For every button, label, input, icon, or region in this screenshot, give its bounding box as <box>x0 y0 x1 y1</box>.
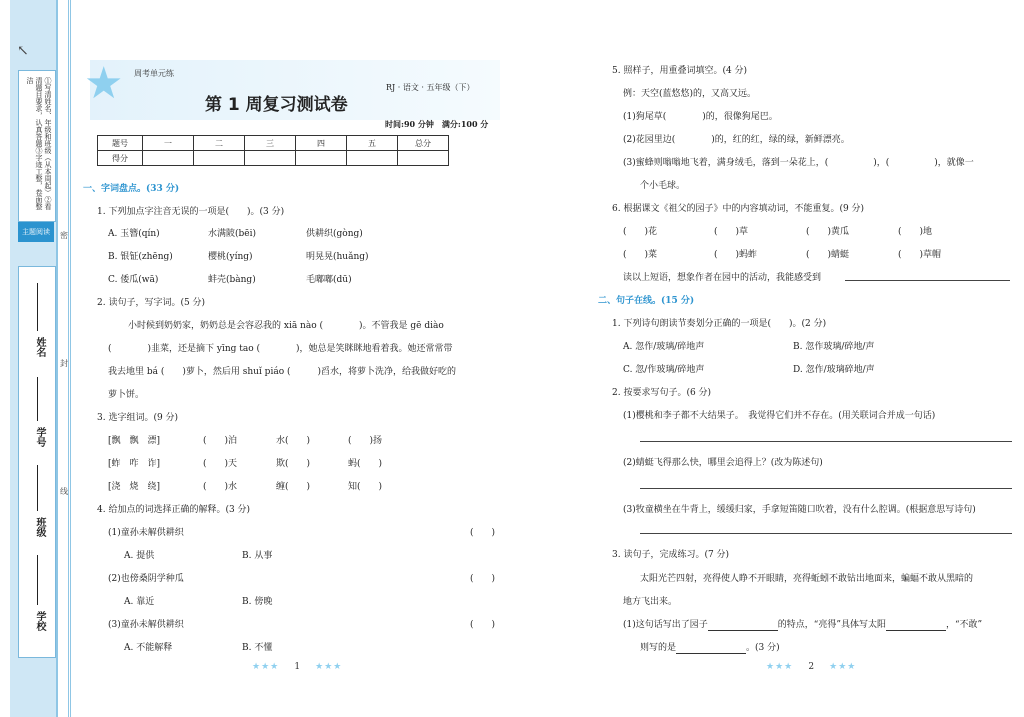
char-group: [飘 飘 漂] <box>108 436 161 446</box>
sub-question: (2)花园里边( )的，红的红，绿的绿，新鲜漂亮。 <box>623 135 850 145</box>
class-label: 班级 <box>34 517 45 537</box>
table-cell: 三 <box>245 136 296 151</box>
option-text[interactable]: B. 傍晚 <box>242 597 273 607</box>
binding-cut-line <box>70 0 71 717</box>
answer-line[interactable] <box>640 533 1012 534</box>
page-number: 1 <box>294 662 301 672</box>
option-text: 水满陂(bēi) <box>208 229 256 239</box>
char-group: [浇 烧 绕] <box>108 482 161 492</box>
series-label: 周考单元练 <box>134 69 174 78</box>
fill-blank[interactable]: ( )水 <box>203 482 238 492</box>
student-info-box <box>18 266 56 658</box>
option-text: 蚌壳(bàng) <box>208 275 256 285</box>
score-cell[interactable] <box>296 151 347 166</box>
score-table <box>97 135 449 166</box>
passage-line: 小时候到奶奶家，奶奶总是会容忍我的 xiā nào ( )。不管我是 gē diào <box>128 321 444 331</box>
fill-blank[interactable]: ( )花 <box>623 227 658 237</box>
page-number: 2 <box>808 662 815 672</box>
option-text[interactable]: A. 忽作/玻璃/碎地声 <box>623 342 705 352</box>
passage-line: 太阳光芒四射，亮得使人睁不开眼睛，亮得蚯蚓不敢钻出地面来，蝙蝠不敢从黑暗的 <box>640 574 974 584</box>
table-cell: 题号 <box>98 136 143 151</box>
sub-question: (2)蜻蜓飞得那么快，哪里会追得上？(改为陈述句) <box>623 458 823 468</box>
option-text[interactable]: A. 玉簪(qín) <box>108 229 160 239</box>
school-label: 学校 <box>34 611 45 631</box>
star-icon: ★ <box>84 58 124 109</box>
sub-question-cont: 个小毛球。 <box>640 181 686 191</box>
fill-blank[interactable]: 缠( ) <box>276 482 311 492</box>
page-stars-right: ★★★ <box>315 662 343 672</box>
name-label: 姓名 <box>34 337 45 357</box>
fill-blank[interactable]: ( )菜 <box>623 250 658 260</box>
option-text: 供耕织(gòng) <box>306 229 363 239</box>
cut-mark-line: 线 <box>60 487 68 496</box>
score-table-row <box>98 151 449 166</box>
sub-question <box>623 617 982 631</box>
theme-badge: 主题阅读 <box>18 222 54 242</box>
table-cell: 总分 <box>398 136 449 151</box>
passage-line: ( )韭菜，还是摘下 yīng tao ( )，她总是笑眯眯地看着我。她还常常带 <box>108 344 453 354</box>
table-cell: 四 <box>296 136 347 151</box>
sub-question: (2)也傍桑阴学种瓜 <box>108 574 184 584</box>
example-text: 例：天空(蓝悠悠)的，又高又远。 <box>623 89 757 99</box>
table-cell: 二 <box>194 136 245 151</box>
answer-line[interactable] <box>845 280 1010 281</box>
answer-line[interactable] <box>640 488 1012 489</box>
fill-blank[interactable]: 蚂( ) <box>348 459 383 469</box>
student-id-field[interactable] <box>37 377 38 421</box>
question-text: 3. 选字组词。(9 分) <box>97 413 179 423</box>
table-cell: 得分 <box>98 151 143 166</box>
score-cell[interactable] <box>194 151 245 166</box>
option-text[interactable]: B. 不懂 <box>242 643 273 653</box>
table-cell: 五 <box>347 136 398 151</box>
option-text[interactable]: A. 靠近 <box>124 597 155 607</box>
school-field[interactable] <box>37 555 38 605</box>
passage-line: 我去地里 bá ( )萝卜，然后用 shuǐ piáo ( )舀水，将萝卜洗净，给我做好吃的 <box>108 367 456 377</box>
page-title: 第 1 周复习测试卷 <box>205 95 348 115</box>
fill-blank[interactable]: 知( ) <box>348 482 383 492</box>
student-id-label: 学号 <box>34 427 45 447</box>
page-stars-left: ★★★ <box>766 662 794 672</box>
sub-question <box>640 640 780 654</box>
section-heading: 一、字词盘点。(33 分) <box>83 184 180 194</box>
sub-question: (3)牧童横坐在牛背上，缓缓归家，手拿短笛随口吹着，没有什么腔调。(根据意思写诗句) <box>623 505 976 515</box>
passage-line: 地方飞出来。 <box>623 597 678 607</box>
fill-blank[interactable]: ( )草 <box>714 227 749 237</box>
mouse-cursor-icon: ↖ <box>17 43 29 59</box>
class-field[interactable] <box>37 465 38 511</box>
passage-line: 萝卜饼。 <box>108 390 145 400</box>
section-heading: 二、句子在线。(15 分) <box>598 296 695 306</box>
fill-blank[interactable]: ( )天 <box>203 459 238 469</box>
question-text: 读以上短语，想象作者在园中的活动，我能感受到 <box>623 273 822 283</box>
answer-line[interactable] <box>640 441 1012 442</box>
sub-question: (1)狗尾草( )的，很像狗尾巴。 <box>623 112 778 122</box>
option-text[interactable]: B. 银钲(zhēng) <box>108 252 173 262</box>
question-text: 6. 根据课文《祖父的园子》中的内容填动词，不能重复。(9 分) <box>612 204 865 214</box>
char-group: [蚱 咋 诈] <box>108 459 161 469</box>
option-text[interactable]: A. 不能解释 <box>124 643 173 653</box>
sub-question: (3)童孙未解供耕织 <box>108 620 184 630</box>
table-cell: 一 <box>143 136 194 151</box>
question-text: 3. 读句子，完成练习。(7 分) <box>612 550 730 560</box>
fill-blank[interactable]: 欺( ) <box>276 459 311 469</box>
sub-question-part: ，“不敢” <box>945 620 983 630</box>
option-text: 樱桃(yíng) <box>208 252 253 262</box>
score-table-header <box>98 136 449 151</box>
answer-paren[interactable]: ( ) <box>470 574 496 584</box>
sub-question: (1)樱桃和李子都不大结果子。 我觉得它们并不存在。(用关联词合并成一句话) <box>623 411 936 421</box>
option-text: 毛嘟嘟(dū) <box>306 275 352 285</box>
fill-blank[interactable]: ( )蚂蚱 <box>714 250 758 260</box>
option-text: 明晃晃(huǎng) <box>306 252 369 262</box>
answer-blank[interactable] <box>886 620 946 631</box>
fill-blank[interactable]: ( )蜻蜓 <box>806 250 850 260</box>
option-text[interactable]: C. 忽/作玻璃/碎地声 <box>623 365 705 375</box>
option-text[interactable]: B. 忽作玻璃/碎地/声 <box>793 342 875 352</box>
answer-paren[interactable]: ( ) <box>470 528 496 538</box>
question-text: 4. 给加点的词选择正确的解释。(3 分) <box>97 505 251 515</box>
cut-mark-close: 封 <box>60 359 68 368</box>
answer-blank[interactable] <box>708 620 778 631</box>
score-cell[interactable] <box>398 151 449 166</box>
question-text: 5. 照样子，用重叠词填空。(4 分) <box>612 66 748 76</box>
name-field[interactable] <box>37 283 38 331</box>
page-footer <box>252 654 342 673</box>
cut-mark-seal: 密 <box>60 231 68 240</box>
question-text: 1. 下列加点字注音无误的一项是( )。(3 分) <box>97 207 285 217</box>
option-text[interactable]: D. 忽作/玻璃碎地/声 <box>793 365 875 375</box>
notice-text: ①写清姓名、年级和班级（从本周起）②看清题目要求，认真答题③字迹工整，卷面整洁 <box>26 77 52 210</box>
sub-question-part: (1)这句话写出了园子 <box>623 620 708 630</box>
option-text[interactable]: C. 倭瓜(wā) <box>108 275 159 285</box>
score-cell[interactable] <box>143 151 194 166</box>
fill-blank[interactable]: ( )地 <box>898 227 933 237</box>
fill-blank[interactable]: 水( ) <box>276 436 311 446</box>
page-stars-right: ★★★ <box>829 662 857 672</box>
fill-blank[interactable]: ( )黄瓜 <box>806 227 850 237</box>
question-text: 2. 按要求写句子。(6 分) <box>612 388 712 398</box>
fill-blank[interactable]: ( )扬 <box>348 436 383 446</box>
page-footer <box>766 654 856 673</box>
time-score-info: 时间:90 分钟 满分:100 分 <box>385 119 489 129</box>
option-text[interactable]: A. 提供 <box>124 551 155 561</box>
edition-label: RJ · 语文 · 五年级（下） <box>386 83 475 92</box>
answer-paren[interactable]: ( ) <box>470 620 496 630</box>
fill-blank[interactable]: ( )泊 <box>203 436 238 446</box>
question-text: 1. 下列诗句朗读节奏划分正确的一项是( )。(2 分) <box>612 319 827 329</box>
score-cell[interactable] <box>245 151 296 166</box>
sub-question-part: 。(3 分) <box>746 643 780 653</box>
notice-box <box>18 70 56 222</box>
score-cell[interactable] <box>347 151 398 166</box>
question-text: 2. 读句子，写字词。(5 分) <box>97 298 206 308</box>
sub-question: (3)蜜蜂则嗡嗡地飞着，满身绒毛，落到一朵花上，( )，( )，就像一 <box>623 158 974 168</box>
page-stars-left: ★★★ <box>252 662 280 672</box>
sub-question: (1)童孙未解供耕织 <box>108 528 184 538</box>
answer-blank[interactable] <box>676 643 746 654</box>
option-text[interactable]: B. 从事 <box>242 551 273 561</box>
fill-blank[interactable]: ( )草帽 <box>898 250 942 260</box>
sub-question-part: 则写的是 <box>640 643 677 653</box>
sub-question-part: 的特点，“亮得”具体写太阳 <box>777 620 886 630</box>
